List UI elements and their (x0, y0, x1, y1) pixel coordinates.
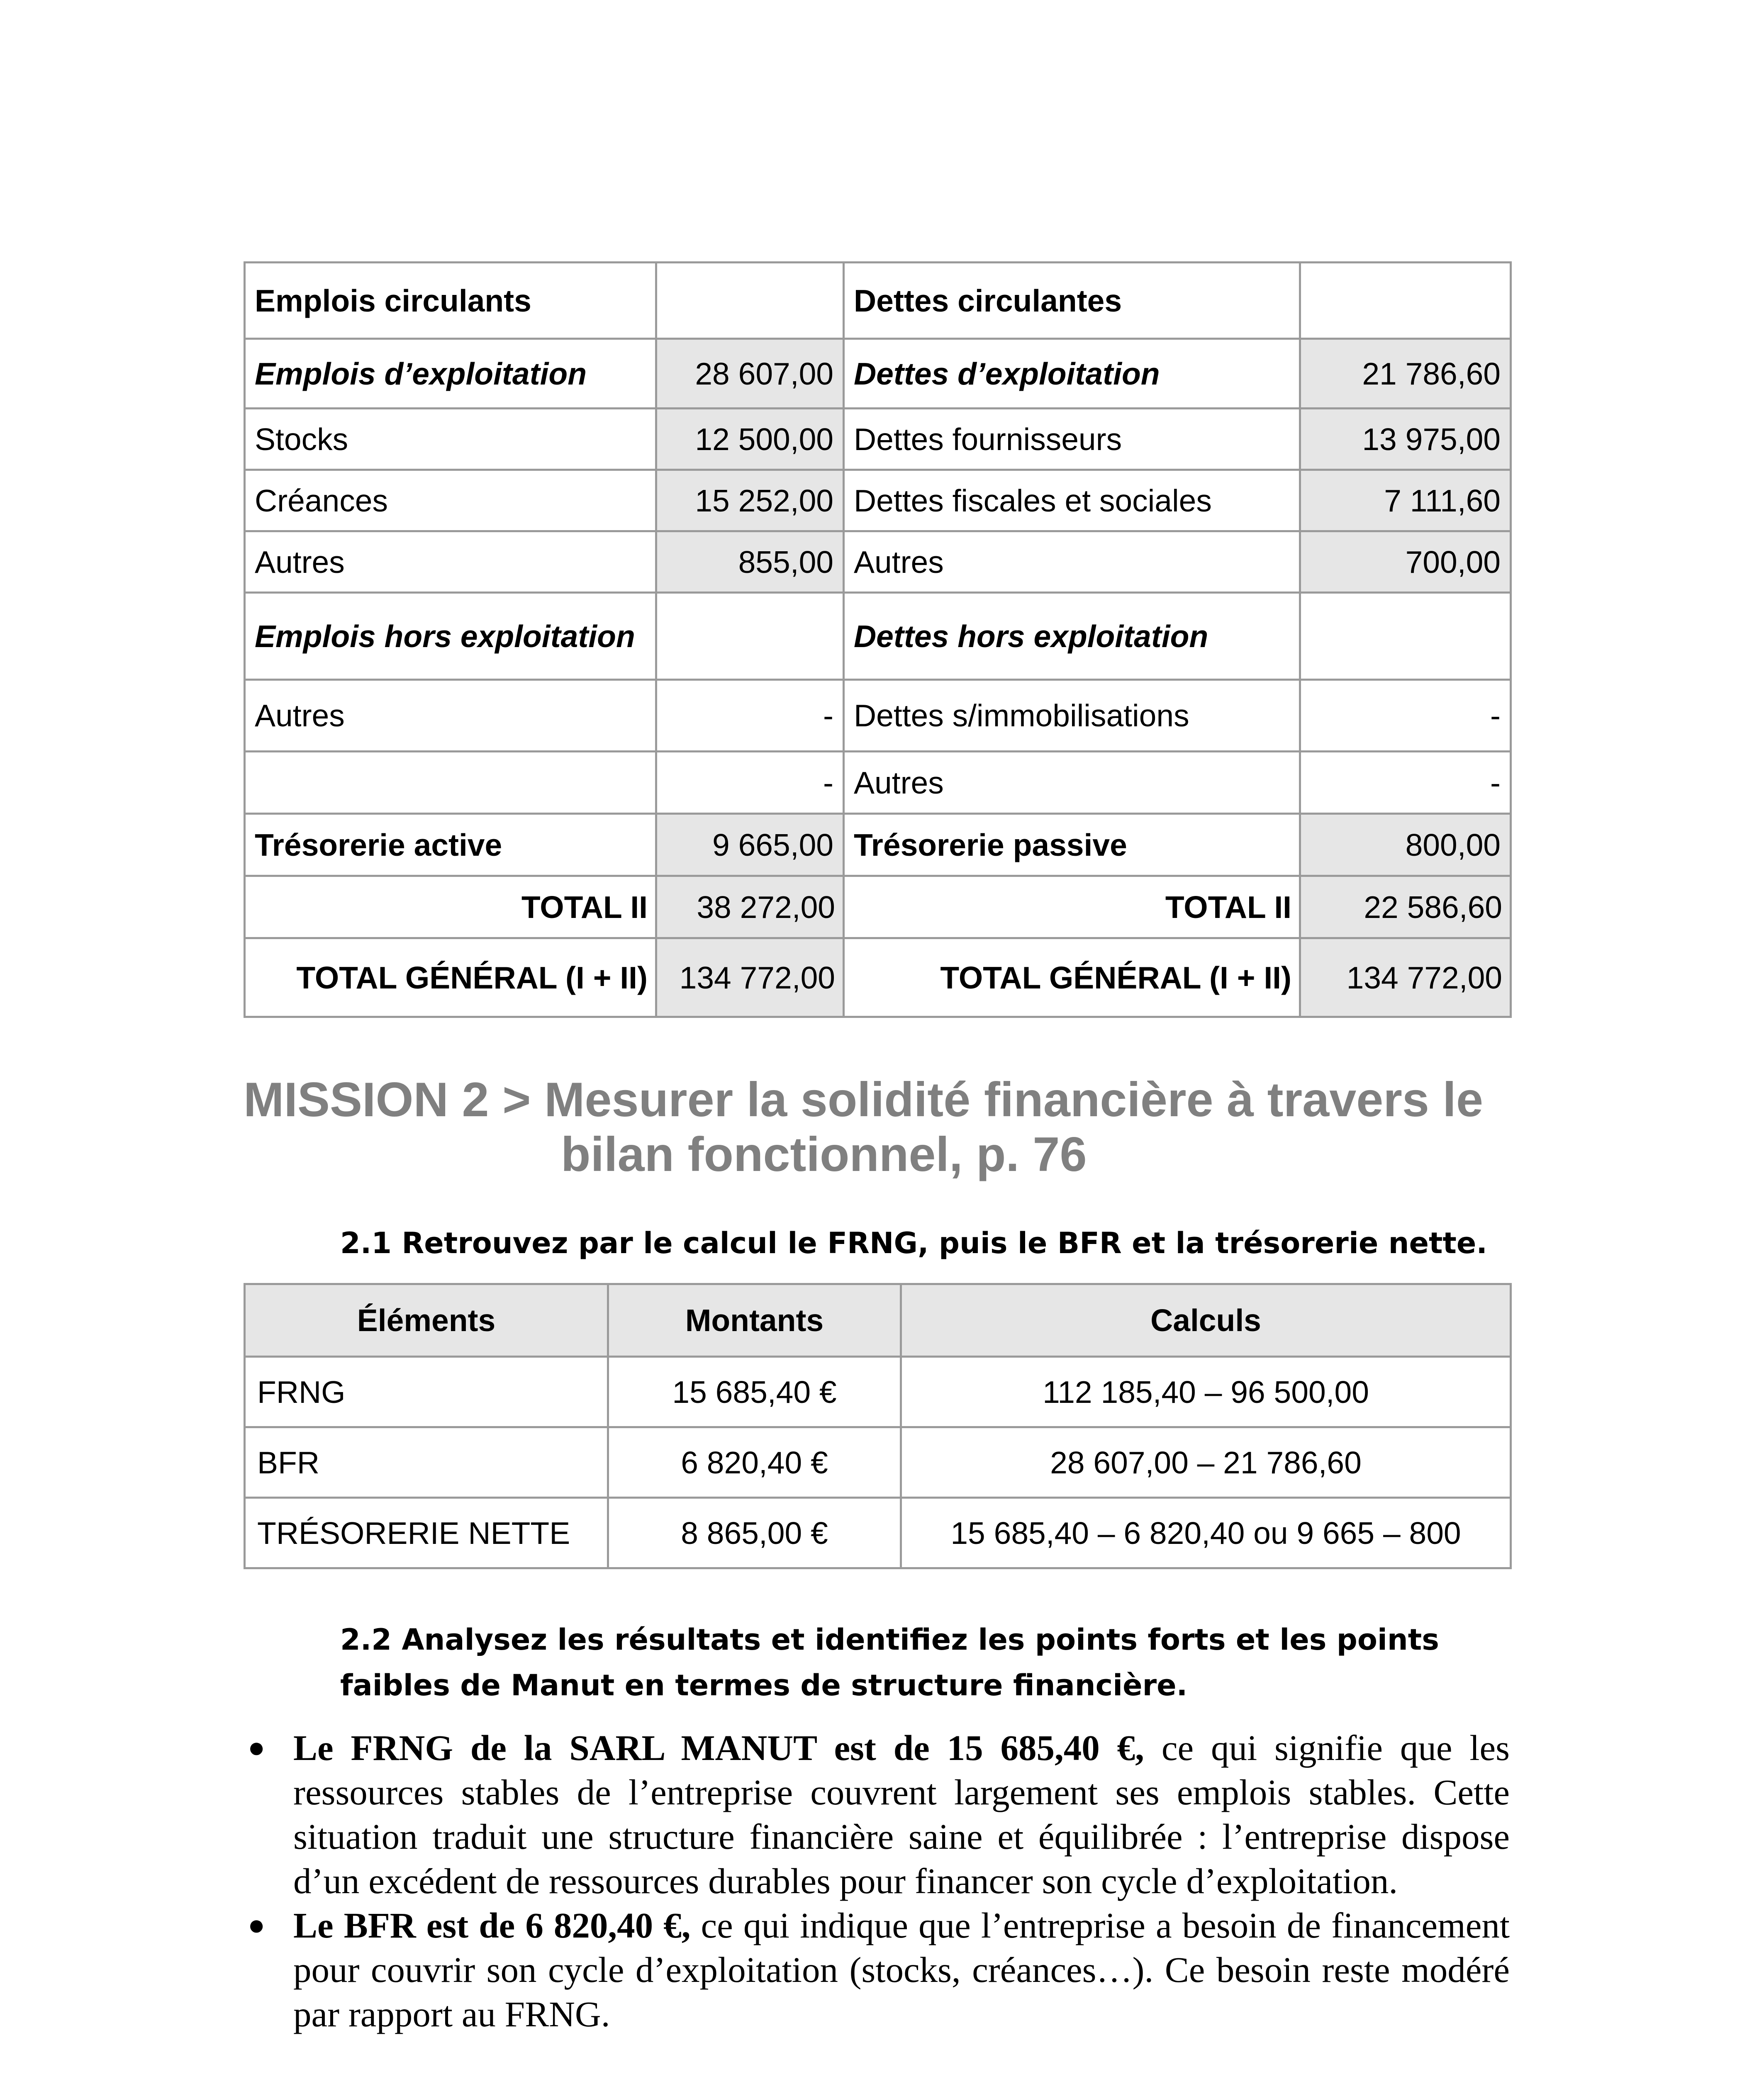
results-row (245, 1357, 1511, 1427)
header-elements: Éléments (245, 1284, 608, 1357)
results-header-row (245, 1284, 1511, 1357)
row-right-label: Trésorerie passive (844, 814, 1300, 876)
cell-element: BFR (245, 1427, 608, 1498)
row-right-value: 7 111,60 (1300, 470, 1511, 531)
row-right-label: Dettes d’exploitation (844, 339, 1300, 409)
row-left-value: 15 252,00 (656, 470, 844, 531)
bilan-row (245, 814, 1511, 876)
cell-montant: 6 820,40 € (608, 1427, 901, 1498)
row-left-label: Emplois hors exploitation (245, 593, 656, 680)
results-row (245, 1498, 1511, 1568)
bilan-row (245, 339, 1511, 409)
bilan-header-right: Dettes circulantes (844, 263, 1300, 339)
cell-calcul: 15 685,40 – 6 820,40 ou 9 665 – 800 (901, 1498, 1511, 1568)
results-row (245, 1427, 1511, 1498)
analysis-bullets (244, 1726, 1510, 2036)
grand-total-right-label: TOTAL GÉNÉRAL (I + II) (844, 938, 1300, 1017)
row-left-label: Trésorerie active (245, 814, 656, 876)
row-right-label: Autres (844, 752, 1300, 814)
row-right-value: 21 786,60 (1300, 339, 1511, 409)
row-left-value: 9 665,00 (656, 814, 844, 876)
row-right-value: 13 975,00 (1300, 409, 1511, 470)
row-left-label: Créances (245, 470, 656, 531)
bilan-total-row (245, 876, 1511, 938)
row-right-label: Dettes hors exploitation (844, 593, 1300, 680)
row-left-value: 12 500,00 (656, 409, 844, 470)
bilan-header-empty-2 (1300, 263, 1511, 339)
row-left-label: Autres (245, 531, 656, 593)
row-left-value: 28 607,00 (656, 339, 844, 409)
row-right-label: Dettes fournisseurs (844, 409, 1300, 470)
row-left-value: 855,00 (656, 531, 844, 593)
bullet-dot-icon: ● (248, 1909, 266, 1941)
results-table (244, 1283, 1512, 1569)
row-left-value: - (656, 752, 844, 814)
question-2-1: 2.1 Retrouvez par le calcul le FRNG, puis le BFR et la trésorerie nette. (340, 1226, 1487, 1260)
row-left-value (656, 593, 844, 680)
total-left-label: TOTAL II (245, 876, 656, 938)
bullet-item (244, 1903, 1510, 2036)
bilan-row (245, 470, 1511, 531)
mission-title-line2: bilan fonctionnel, p. 76 (561, 1127, 1087, 1181)
header-calculs: Calculs (901, 1284, 1511, 1357)
bullet-bold: Le FRNG de la SARL MANUT est de 15 685,40 €, (293, 1728, 1144, 1768)
row-right-label: Autres (844, 531, 1300, 593)
bullet-dot-icon: ● (248, 1732, 266, 1764)
bilan-row (245, 409, 1511, 470)
cell-element: TRÉSORERIE NETTE (245, 1498, 608, 1568)
row-left-label (245, 752, 656, 814)
row-left-value: - (656, 680, 844, 752)
bilan-row (245, 531, 1511, 593)
bullet-bold: Le BFR est de 6 820,40 €, (293, 1905, 691, 1945)
bilan-grand-total-row (245, 938, 1511, 1017)
grand-total-left-label: TOTAL GÉNÉRAL (I + II) (245, 938, 656, 1017)
bilan-row (245, 593, 1511, 680)
row-left-label: Autres (245, 680, 656, 752)
cell-calcul: 112 185,40 – 96 500,00 (901, 1357, 1511, 1427)
bilan-header-row (245, 263, 1511, 339)
question-2-2: 2.2 Analysez les résultats et identifiez les points forts et les points faibles de Manut en termes de structure financière. (340, 1623, 1439, 1702)
mission-heading (244, 1072, 1510, 1182)
row-right-value: - (1300, 752, 1511, 814)
bilan-row (245, 752, 1511, 814)
bullet-text: ce qui indique que l’entreprise a besoin de financement pour couvrir son cycle d’exploitation (stocks, créances…). Ce besoin reste modéré par rapport au FRNG. (293, 1905, 1510, 2034)
row-right-label: Dettes fiscales et sociales (844, 470, 1300, 531)
total-right-value: 22 586,60 (1300, 876, 1511, 938)
cell-element: FRNG (245, 1357, 608, 1427)
row-left-label: Stocks (245, 409, 656, 470)
grand-total-right-value: 134 772,00 (1300, 938, 1511, 1017)
bilan-header-left: Emplois circulants (245, 263, 656, 339)
bilan-header-empty-1 (656, 263, 844, 339)
bilan-table (244, 261, 1512, 1018)
total-left-value: 38 272,00 (656, 876, 844, 938)
mission-title-line1: MISSION 2 > Mesurer la solidité financière à travers le (244, 1072, 1484, 1127)
cell-montant: 8 865,00 € (608, 1498, 901, 1568)
row-right-value: - (1300, 680, 1511, 752)
bullet-item (244, 1726, 1510, 1903)
header-montants: Montants (608, 1284, 901, 1357)
row-right-value: 700,00 (1300, 531, 1511, 593)
row-left-label: Emplois d’exploitation (245, 339, 656, 409)
row-right-value (1300, 593, 1511, 680)
row-right-label: Dettes s/immobilisations (844, 680, 1300, 752)
grand-total-left-value: 134 772,00 (656, 938, 844, 1017)
bullet-text: ce qui signifie que les ressources stables de l’entreprise couvrent largement ses emplois stables. Cette situation traduit une structure financière saine et équilibrée : l’entreprise dispose d’un excédent de ressources durables pour financer son cycle d’exploitation. (293, 1728, 1510, 1901)
total-right-label: TOTAL II (844, 876, 1300, 938)
bilan-row (245, 680, 1511, 752)
row-right-value: 800,00 (1300, 814, 1511, 876)
cell-montant: 15 685,40 € (608, 1357, 901, 1427)
cell-calcul: 28 607,00 – 21 786,60 (901, 1427, 1511, 1498)
